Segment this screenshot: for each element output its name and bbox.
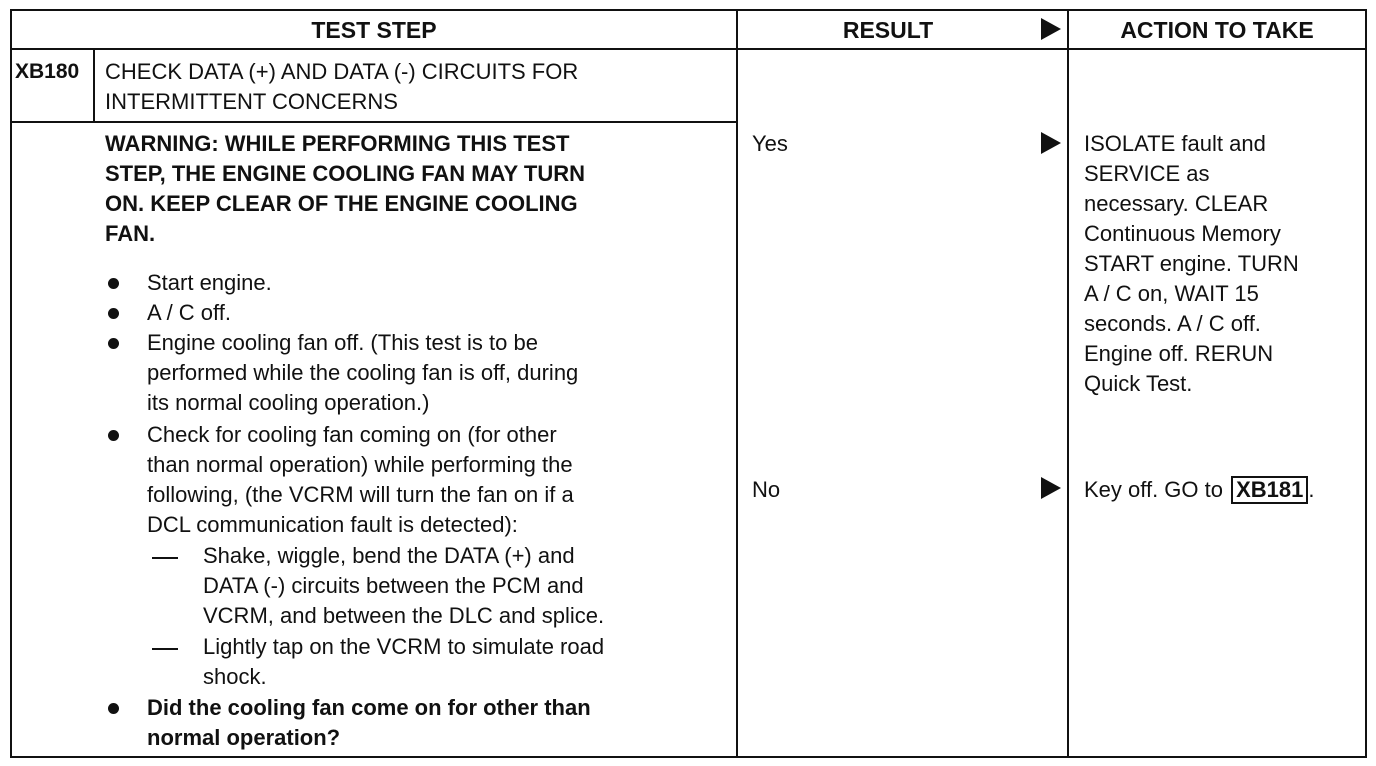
result-yes-arrow-icon: [1041, 132, 1061, 154]
step-id-divider: [93, 48, 95, 123]
header-action: ACTION TO TAKE: [1120, 17, 1314, 43]
bullet-check-fan-line-4: DCL communication fault is detected):: [147, 512, 518, 537]
header-test-step: TEST STEP: [311, 17, 437, 43]
result-no-arrow-icon: [1041, 477, 1061, 499]
result-yes: Yes: [752, 131, 788, 156]
step-title-line-1: CHECK DATA (+) AND DATA (-) CIRCUITS FOR: [105, 59, 579, 84]
bullet-check-fan-line-2: than normal operation) while performing the: [147, 452, 573, 477]
dash-shake-line-2: DATA (-) circuits between the PCM and: [203, 573, 584, 598]
header-result: RESULT: [842, 17, 934, 43]
bullet-icon: [108, 338, 119, 349]
action-yes-line-9: Quick Test.: [1084, 371, 1193, 396]
action-no-text: Key off. GO to: [1084, 477, 1230, 502]
action-no-suffix: .: [1308, 477, 1315, 502]
dash-tap-line-2: shock.: [203, 664, 267, 689]
bullet-icon: [108, 278, 119, 289]
column-divider-action: [1067, 9, 1069, 758]
step-id: XB180: [15, 60, 80, 83]
result-no: No: [752, 477, 781, 502]
action-yes-line-5: START engine. TURN: [1084, 251, 1299, 276]
bullet-question-line-2: normal operation?: [147, 725, 341, 750]
bullet-fan-off-line-2: performed while the cooling fan is off, during: [147, 360, 579, 385]
bullet-ac-off: A / C off.: [147, 300, 231, 325]
table-right-border: [1365, 9, 1367, 758]
table-bottom-border: [10, 756, 1367, 758]
action-no: [1084, 475, 1315, 505]
action-yes-line-6: A / C on, WAIT 15: [1084, 281, 1259, 306]
warning-line-3: ON. KEEP CLEAR OF THE ENGINE COOLING: [105, 191, 578, 216]
action-yes-line-8: Engine off. RERUN: [1084, 341, 1274, 366]
step-title-divider: [10, 121, 738, 123]
bullet-icon: [108, 430, 119, 441]
warning-line-1: WARNING: WHILE PERFORMING THIS TEST: [105, 131, 570, 156]
bullet-icon: [108, 308, 119, 319]
bullet-start-engine: Start engine.: [147, 270, 272, 295]
action-yes-line-4: Continuous Memory: [1084, 221, 1281, 246]
bullet-icon: [108, 703, 119, 714]
step-reference-link[interactable]: XB181: [1231, 476, 1308, 504]
action-yes-line-7: seconds. A / C off.: [1084, 311, 1261, 336]
dash-icon: [152, 557, 178, 559]
dash-tap-line-1: Lightly tap on the VCRM to simulate road: [203, 634, 605, 659]
warning-line-2: STEP, THE ENGINE COOLING FAN MAY TURN: [105, 161, 585, 186]
table-top-border: [10, 9, 1367, 11]
bullet-fan-off-line-1: Engine cooling fan off. (This test is to be: [147, 330, 538, 355]
bullet-question-line-1: Did the cooling fan come on for other than: [147, 695, 591, 720]
warning-line-4: FAN.: [105, 221, 156, 246]
bullet-check-fan-line-3: following, (the VCRM will turn the fan on if a: [147, 482, 574, 507]
header-divider: [10, 48, 1367, 50]
dash-icon: [152, 648, 178, 650]
action-yes-line-1: ISOLATE fault and: [1084, 131, 1266, 156]
header-arrow-icon: [1041, 18, 1061, 40]
bullet-fan-off-line-3: its normal cooling operation.): [147, 390, 430, 415]
dash-shake-line-3: VCRM, and between the DLC and splice.: [203, 603, 605, 628]
action-yes-line-3: necessary. CLEAR: [1084, 191, 1269, 216]
dash-shake-line-1: Shake, wiggle, bend the DATA (+) and: [203, 543, 575, 568]
action-yes-line-2: SERVICE as: [1084, 161, 1210, 186]
step-title-line-2: INTERMITTENT CONCERNS: [105, 89, 398, 114]
bullet-check-fan-line-1: Check for cooling fan coming on (for other: [147, 422, 557, 447]
